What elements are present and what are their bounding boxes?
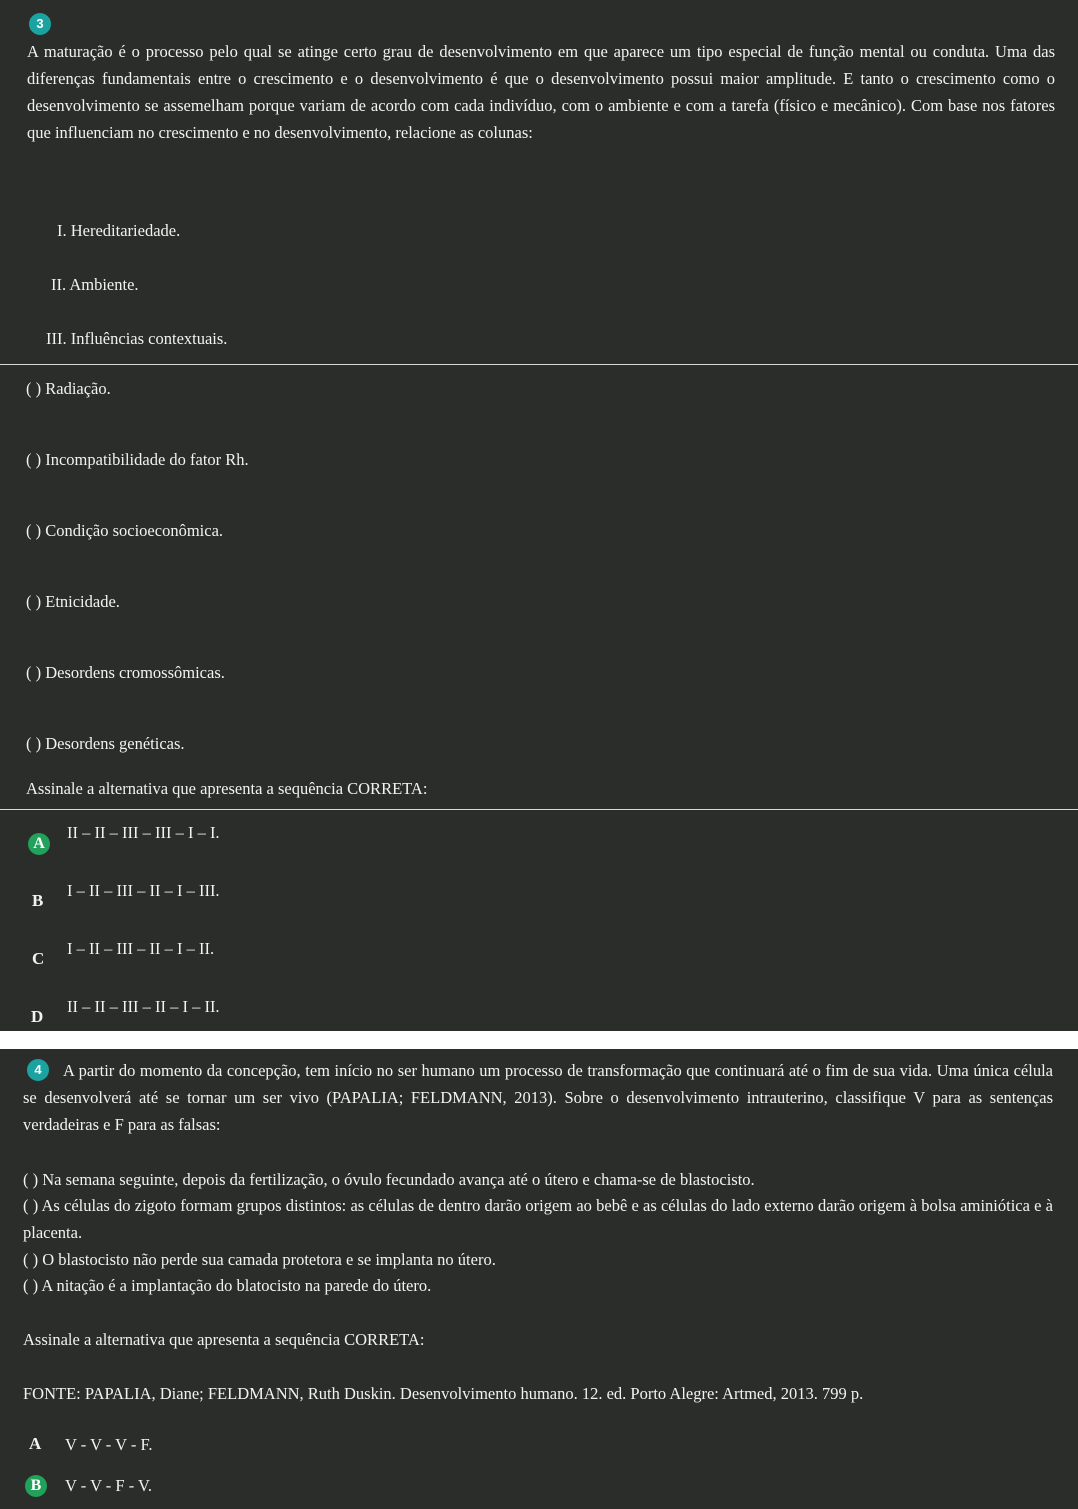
question-prompt: Assinale a alternativa que apresenta a sequência CORRETA: [26, 779, 428, 798]
option-text: II – II – III – III – I – I. [67, 823, 220, 842]
question-4-panel [0, 1049, 1078, 1509]
question-statement: A maturação é o processo pelo qual se atinge certo grau de desenvolvimento em que aparece um tipo especial de função mental ou conduta. Uma das diferenças fundamentais entre o crescimento e o desenvolvimento é que o desenvolvimento possui maior amplitude. E tanto o crescimento como o desenvolvimento se assemelham porque variam de acordo com cada indivíduo, com o ambiente e com a tarefa (físico e mecânico). Com base nos fatores que influenciam no crescimento e no desenvolvimento, relacione as colunas: [27, 42, 1055, 142]
column1-item-2: II. Ambiente. [51, 275, 139, 294]
sentence-1: ( ) Na semana seguinte, depois da fertilização, o óvulo fecundado avança até o útero e chama-se de blastocisto. [23, 1170, 755, 1189]
column2-item-2: ( ) Incompatibilidade do fator Rh. [26, 450, 249, 469]
option-letter-badge: A [28, 833, 50, 855]
column1-item-1: I. Hereditariedade. [57, 221, 181, 240]
column2-item-3: ( ) Condição socioeconômica. [26, 521, 224, 540]
section-divider [0, 364, 1078, 365]
section-divider [0, 809, 1078, 810]
column2-item-4: ( ) Etnicidade. [26, 592, 120, 611]
column2-item-5: ( ) Desordens cromossômicas. [26, 663, 225, 682]
option-letter: C [32, 949, 45, 968]
question-number-badge: 3 [29, 13, 51, 35]
question-statement-text: A partir do momento da concepção, tem início no ser humano um processo de transformação que continuará até o fim de sua vida. Uma única célula se desenvolverá até se tornar um ser vivo (PAPALIA; FELDMANN, 2013). Sobre o desenvolvimento intrauterino, classifique V para as sentenças verdadeiras e F para as falsas: [23, 1061, 1053, 1134]
option-text: II – II – III – II – I – II. [67, 997, 220, 1016]
option-text: I – II – III – II – I – II. [67, 939, 215, 958]
question-number-badge: 4 [27, 1059, 49, 1081]
sentence-3: ( ) O blastocisto não perde sua camada protetora e se implanta no útero. [23, 1250, 496, 1269]
column1-item-3: III. Influências contextuais. [46, 329, 228, 348]
column2-item-6: ( ) Desordens genéticas. [26, 734, 185, 753]
sentence-2: ( ) As células do zigoto formam grupos distintos: as células de dentro darão origem ao bebê e as células do lado externo darão origem à bolsa aminiótica e à placenta. [23, 1196, 1053, 1242]
option-letter-badge: B [25, 1475, 47, 1497]
option-text: I – II – III – II – I – III. [67, 881, 220, 900]
option-letter: B [32, 891, 44, 910]
option-text: V - V - V - F. [65, 1435, 153, 1454]
column2-item-1: ( ) Radiação. [26, 379, 111, 398]
option-letter: A [29, 1434, 42, 1453]
sentence-4: ( ) A nitação é a implantação do blatocisto na parede do útero. [23, 1276, 432, 1295]
option-letter: D [31, 1007, 44, 1026]
source-citation: FONTE: PAPALIA, Diane; FELDMANN, Ruth Duskin. Desenvolvimento humano. 12. ed. Porto Alegre: Artmed, 2013. 799 p. [23, 1384, 864, 1403]
question-prompt: Assinale a alternativa que apresenta a sequência CORRETA: [23, 1330, 425, 1349]
question-statement [23, 1057, 1053, 1138]
option-text: V - V - F - V. [65, 1476, 152, 1495]
